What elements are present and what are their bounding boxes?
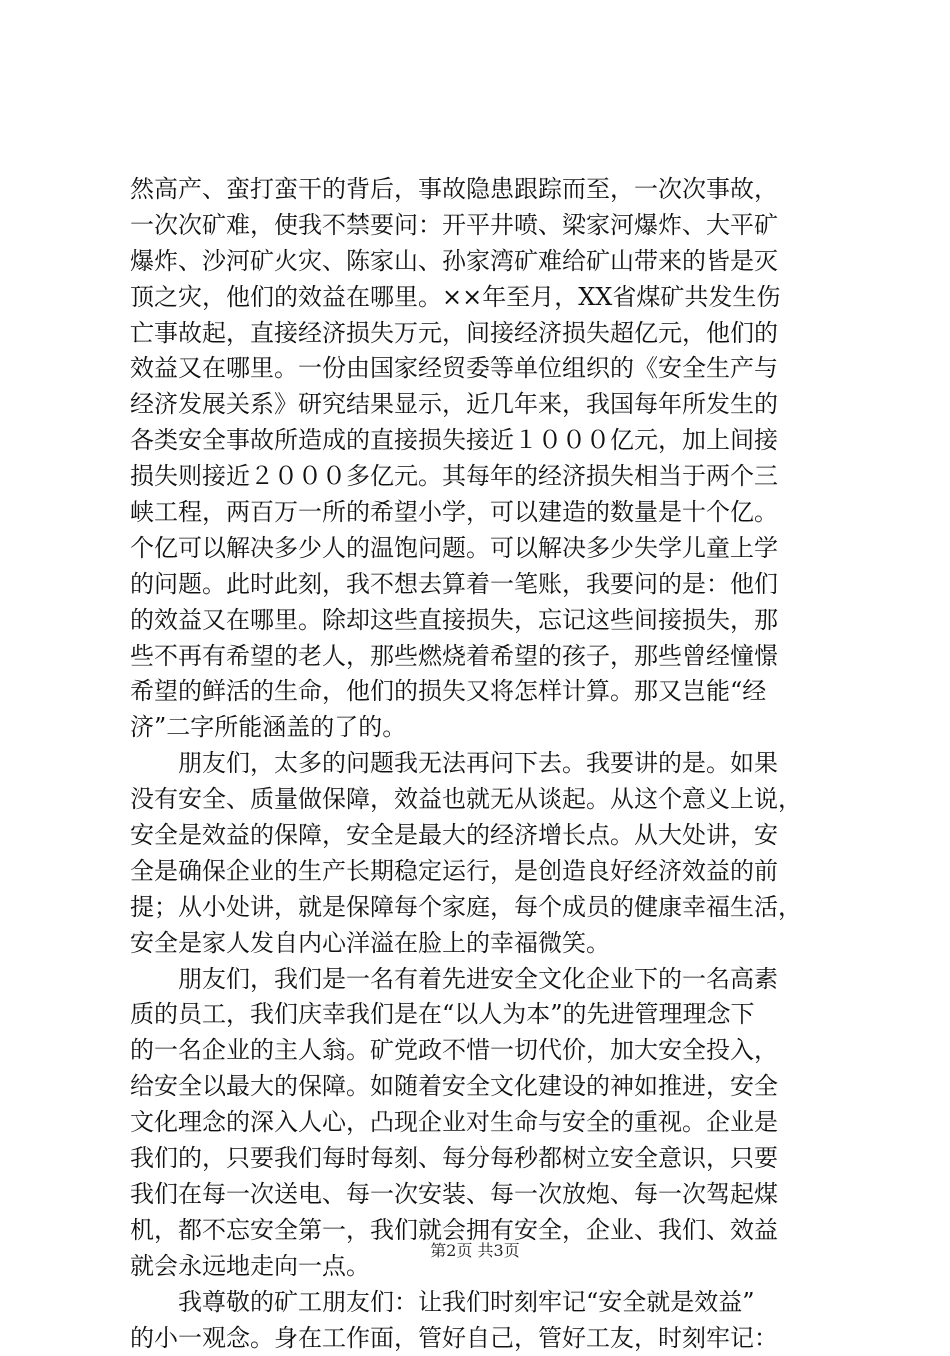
text-line: 就会永远地走向一点。	[130, 1249, 830, 1285]
text-line: 一次次矿难，使我不禁要问：开平井喷、梁家河爆炸、大平矿	[130, 208, 830, 244]
text-line: 文化理念的深入人心，凸现企业对生命与安全的重视。企业是	[130, 1105, 830, 1141]
text-line: 我们在每一次送电、每一次安装、每一次放炮、每一次驾起煤	[130, 1177, 830, 1213]
text-line: 机，都不忘安全第一，我们就会拥有安全，企业、我们、效益	[130, 1213, 830, 1249]
text-line: 朋友们，我们是一名有着先进安全文化企业下的一名高素	[130, 962, 830, 998]
text-line: 顶之灾，他们的效益在哪里。××年至月，XX省煤矿共发生伤	[130, 280, 830, 316]
text-line: 爆炸、沙河矿火灾、陈家山、孙家湾矿难给矿山带来的皆是灭	[130, 244, 830, 280]
text-line: 质的员工，我们庆幸我们是在“以人为本”的先进管理理念下	[130, 997, 830, 1033]
text-line: 峡工程，两百万一所的希望小学，可以建造的数量是十个亿。	[130, 495, 830, 531]
text-line: 安全是家人发自内心洋溢在脸上的幸福微笑。	[130, 926, 830, 962]
body-text	[130, 172, 830, 1356]
text-line: 各类安全事故所造成的直接损失接近１０００亿元，加上间接	[130, 423, 830, 459]
text-line: 损失则接近２０００多亿元。其每年的经济损失相当于两个三	[130, 459, 830, 495]
text-line: 提；从小处讲，就是保障每个家庭，每个成员的健康幸福生活，	[130, 890, 830, 926]
text-line: 全是确保企业的生产长期稳定运行，是创造良好经济效益的前	[130, 854, 830, 890]
text-line: 效益又在哪里。一份由国家经贸委等单位组织的《安全生产与	[130, 351, 830, 387]
text-line: 朋友们，太多的问题我无法再问下去。我要讲的是。如果	[130, 746, 830, 782]
text-line: 的一名企业的主人翁。矿党政不惜一切代价，加大安全投入，	[130, 1033, 830, 1069]
text-line: 经济发展关系》研究结果显示，近几年来，我国每年所发生的	[130, 387, 830, 423]
text-line: 个亿可以解决多少人的温饱问题。可以解决多少失学儿童上学	[130, 531, 830, 567]
page-footer: 第2页 共3页	[0, 1240, 950, 1262]
text-line: 然高产、蛮打蛮干的背后，事故隐患跟踪而至，一次次事故，	[130, 172, 830, 208]
text-line: 希望的鲜活的生命，他们的损失又将怎样计算。那又岂能“经	[130, 674, 830, 710]
text-line: 济”二字所能涵盖的了的。	[130, 710, 830, 746]
text-line: 的小一观念。身在工作面，管好自己，管好工友，时刻牢记：	[130, 1321, 830, 1356]
text-line: 的效益又在哪里。除却这些直接损失，忘记这些间接损失，那	[130, 603, 830, 639]
text-line: 安全是效益的保障，安全是最大的经济增长点。从大处讲，安	[130, 818, 830, 854]
text-line: 没有安全、质量做保障，效益也就无从谈起。从这个意义上说，	[130, 782, 830, 818]
text-line: 些不再有希望的老人，那些燃烧着希望的孩子，那些曾经憧憬	[130, 639, 830, 675]
text-line: 我们的，只要我们每时每刻、每分每秒都树立安全意识，只要	[130, 1141, 830, 1177]
text-line: 亡事故起，直接经济损失万元，间接经济损失超亿元，他们的	[130, 316, 830, 352]
text-line: 给安全以最大的保障。如随着安全文化建设的神如推进，安全	[130, 1069, 830, 1105]
text-line: 我尊敬的矿工朋友们：让我们时刻牢记“安全就是效益”	[130, 1285, 830, 1321]
text-line: 的问题。此时此刻，我不想去算着一笔账，我要问的是：他们	[130, 567, 830, 603]
